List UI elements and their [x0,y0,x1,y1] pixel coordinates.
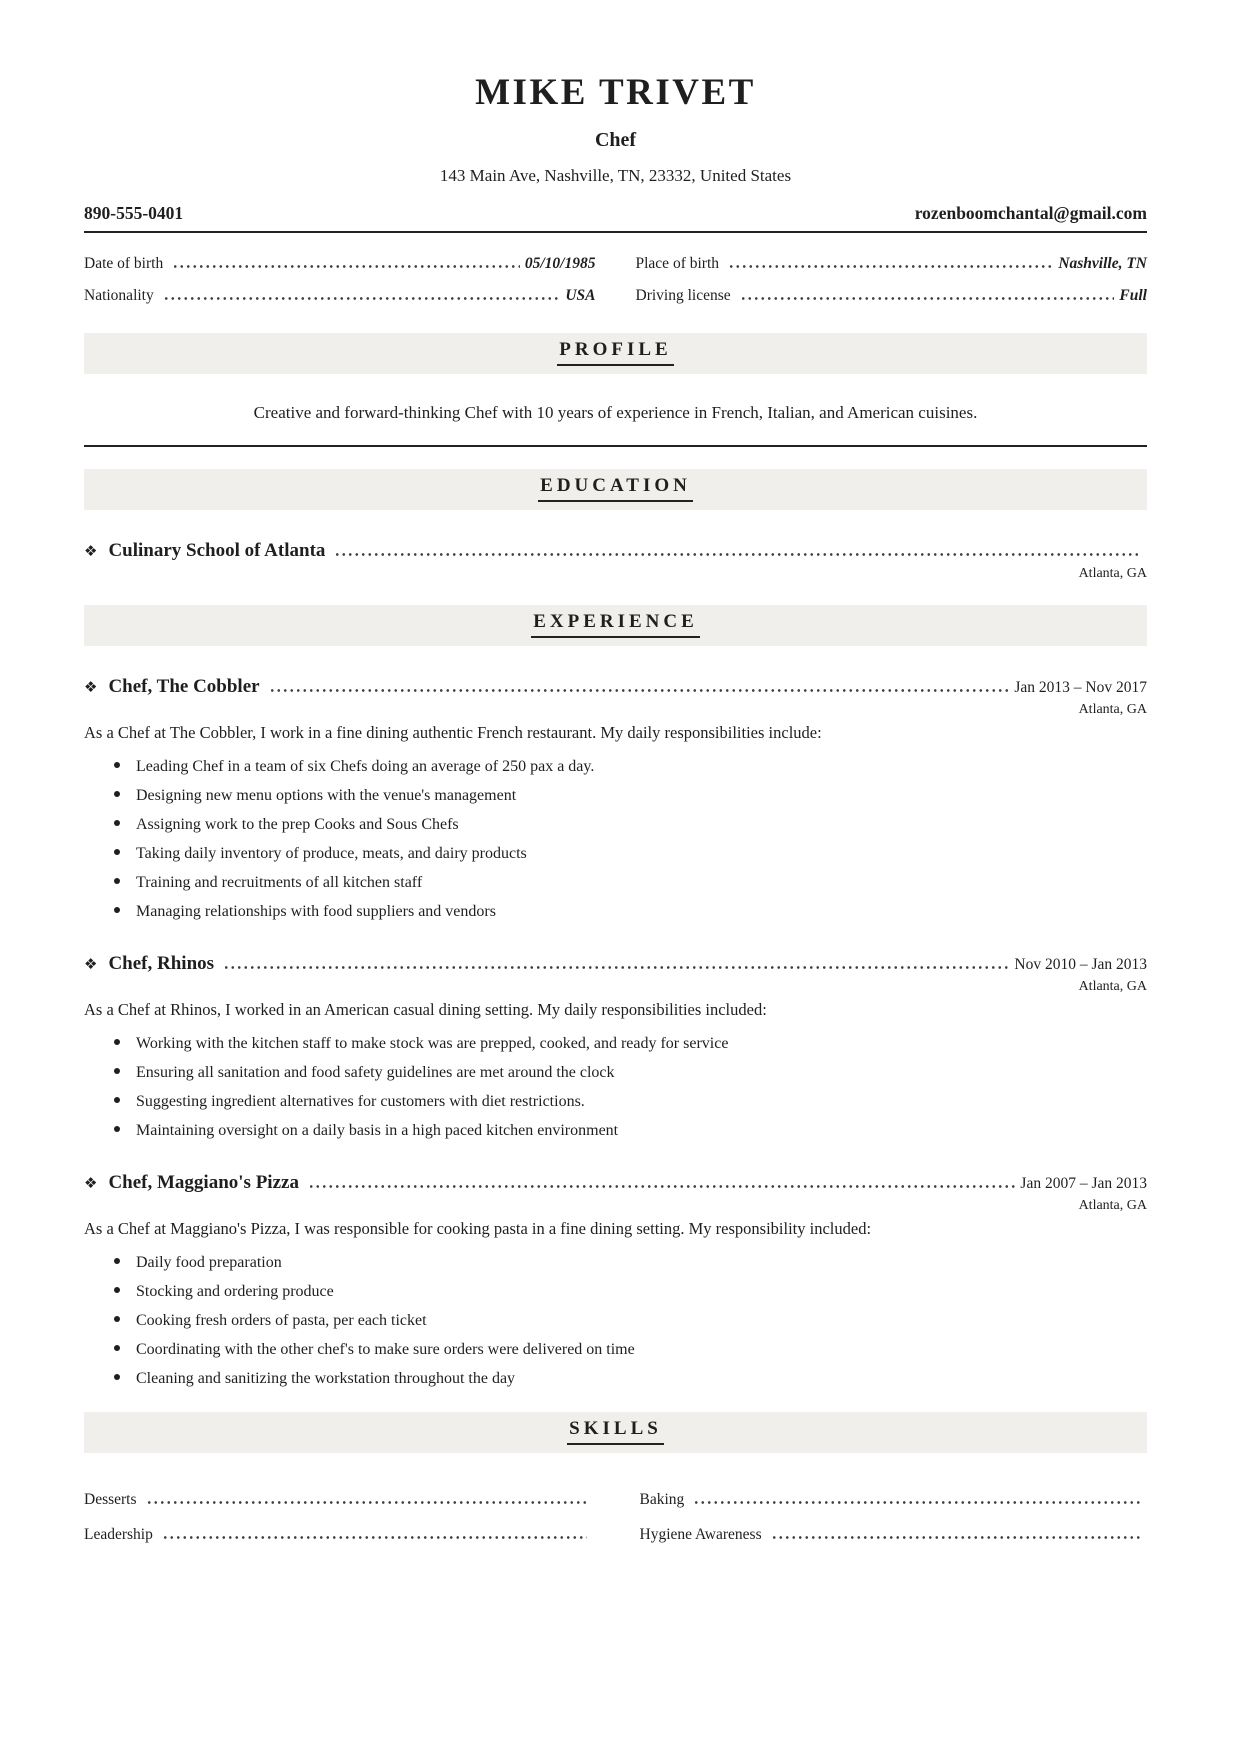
detail-value: 05/10/1985 [524,254,596,272]
bullet-text: Leading Chef in a team of six Chefs doing an average of 250 pax a day. [136,757,595,775]
dotted-leader [728,265,1053,268]
detail-value: Full [1119,287,1147,305]
dotted-leader [740,297,1115,300]
diamond-bullet-icon: ❖ [84,955,98,974]
section-heading-education: EDUCATION [538,475,693,502]
profile-divider [84,445,1147,447]
section-band-skills [84,1412,1147,1453]
bullet-icon [114,1374,120,1380]
bullet-text: Managing relationships with food suppliers and vendors [136,903,496,921]
bullet-text: Working with the kitchen staff to make stock was are prepped, cooked, and ready for service [136,1034,729,1052]
skill-label: Leadership [84,1525,153,1543]
profile-text: Creative and forward-thinking Chef with 10 years of experience in French, Italian, and American cuisines. [253,403,978,423]
job-bullet-list [114,1252,1147,1390]
list-item [114,1281,1147,1303]
bullet-text: Stocking and ordering produce [136,1282,334,1300]
bullet-text: Maintaining oversight on a daily basis in a high paced kitchen environment [136,1122,619,1139]
detail-label: Date of birth [84,254,164,272]
dotted-leader [269,689,1010,692]
bullet-icon [114,1068,120,1074]
job-bullet-list [114,1033,1147,1142]
job-entry [84,676,1147,923]
bullet-text: Taking daily inventory of produce, meats, and dairy products [136,844,527,862]
person-name: MIKE TRIVET [475,72,756,113]
detail-row [636,285,1148,307]
diamond-bullet-icon: ❖ [84,1174,98,1193]
job-location: Atlanta, GA [1078,702,1147,718]
skill-label: Desserts [84,1491,137,1509]
skill-row [84,1524,592,1546]
job-title-row [84,953,1147,975]
bullet-text: Training and recruitments of all kitchen staff [136,874,423,892]
dotted-leader [771,1536,1142,1539]
skill-row [640,1489,1148,1511]
detail-label: Nationality [84,287,154,305]
list-item [114,756,1147,778]
bullet-text: Daily food preparation [136,1253,282,1271]
job-dates: Jan 2013 – Nov 2017 [1014,679,1147,697]
email-address: rozenboomchantal@gmail.com [914,202,1147,223]
skills-grid [84,1489,1147,1545]
skill-label: Hygiene Awareness [639,1525,762,1543]
list-item [114,785,1147,807]
bullet-text: Suggesting ingredient alternatives for customers with diet restrictions. [136,1092,585,1110]
job-location: Atlanta, GA [1078,979,1147,995]
job-entry [84,1172,1147,1390]
bullet-text: Assigning work to the prep Cooks and Sous Chefs [136,815,459,833]
list-item [114,1091,1147,1113]
dotted-leader [162,1536,587,1539]
list-item [114,1062,1147,1084]
diamond-bullet-icon: ❖ [84,541,98,560]
job-dates: Nov 2010 – Jan 2013 [1014,956,1147,974]
job-title: Chef, The Cobbler [108,676,260,698]
personal-details [84,253,1147,307]
list-item [114,1033,1147,1055]
diamond-bullet-icon: ❖ [84,678,98,697]
education-title-row [84,540,1147,562]
school-name: Culinary School of Atlanta [108,539,326,561]
bullet-icon [114,1126,120,1132]
person-job-title: Chef [594,128,637,151]
job-location: Atlanta, GA [1078,1198,1147,1214]
bullet-icon [114,820,120,826]
list-item [114,1310,1147,1332]
bullet-icon [114,1287,120,1293]
list-item [114,1252,1147,1274]
dotted-leader [163,297,561,300]
bullet-icon [114,1258,120,1264]
header-divider [84,231,1147,233]
dotted-leader [308,1185,1015,1188]
list-item [114,843,1147,865]
job-title: Chef, Rhinos [108,953,215,975]
skill-row [84,1489,592,1511]
list-item [114,1120,1147,1142]
list-item [114,1339,1147,1361]
bullet-icon [114,1039,120,1045]
section-heading-profile: PROFILE [557,339,673,366]
list-item [114,814,1147,836]
bullet-text: Cooking fresh orders of pasta, per each ticket [136,1311,427,1329]
detail-label: Place of birth [635,254,720,272]
detail-value: USA [565,287,596,305]
skill-label: Baking [639,1491,685,1509]
detail-value: Nashville, TN [1058,254,1147,272]
dotted-leader [172,265,520,268]
detail-label: Driving license [635,287,731,305]
dotted-leader [693,1501,1142,1504]
section-band-education [84,469,1147,510]
bullet-text: Designing new menu options with the venue's management [136,786,517,804]
dotted-leader [334,553,1142,556]
bullet-text: Cleaning and sanitizing the workstation throughout the day [136,1369,516,1387]
bullet-text: Ensuring all sanitation and food safety guidelines are met around the clock [136,1063,615,1081]
bullet-icon [114,791,120,797]
section-heading-experience: EXPERIENCE [531,611,700,638]
job-title-row [84,676,1147,698]
job-title: Chef, Maggiano's Pizza [108,1172,299,1194]
bullet-icon [114,1345,120,1351]
job-dates: Jan 2007 – Jan 2013 [1020,1175,1147,1193]
bullet-icon [114,878,120,884]
list-item [114,872,1147,894]
bullet-text: Coordinating with the other chef's to make sure orders were delivered on time [136,1340,635,1358]
list-item [114,1368,1147,1390]
job-description: As a Chef at The Cobbler, I work in a fine dining authentic French restaurant. My daily responsibilities include: [84,723,822,743]
contact-row [84,203,1147,224]
list-item [114,901,1147,923]
job-title-row [84,1172,1147,1194]
detail-row [84,253,596,275]
section-band-profile [84,333,1147,374]
dotted-leader [146,1501,587,1504]
bullet-icon [114,849,120,855]
bullet-icon [114,1097,120,1103]
dotted-leader [223,966,1009,969]
address: 143 Main Ave, Nashville, TN, 23332, United States [439,165,792,185]
bullet-icon [114,1316,120,1322]
job-entry [84,953,1147,1142]
phone-number: 890-555-0401 [84,202,184,223]
bullet-icon [114,907,120,913]
bullet-icon [114,762,120,768]
detail-row [636,253,1148,275]
section-heading-skills: SKILLS [567,1418,664,1445]
skill-row [640,1524,1148,1546]
job-description: As a Chef at Rhinos, I worked in an American casual dining setting. My daily responsibilities included: [84,1000,767,1020]
detail-row [84,285,596,307]
education-entry [84,540,1147,583]
education-location: Atlanta, GA [1078,565,1147,581]
job-description: As a Chef at Maggiano's Pizza, I was responsible for cooking pasta in a fine dining setting. My responsibility included: [84,1219,872,1239]
section-band-experience [84,605,1147,646]
job-bullet-list [114,756,1147,923]
